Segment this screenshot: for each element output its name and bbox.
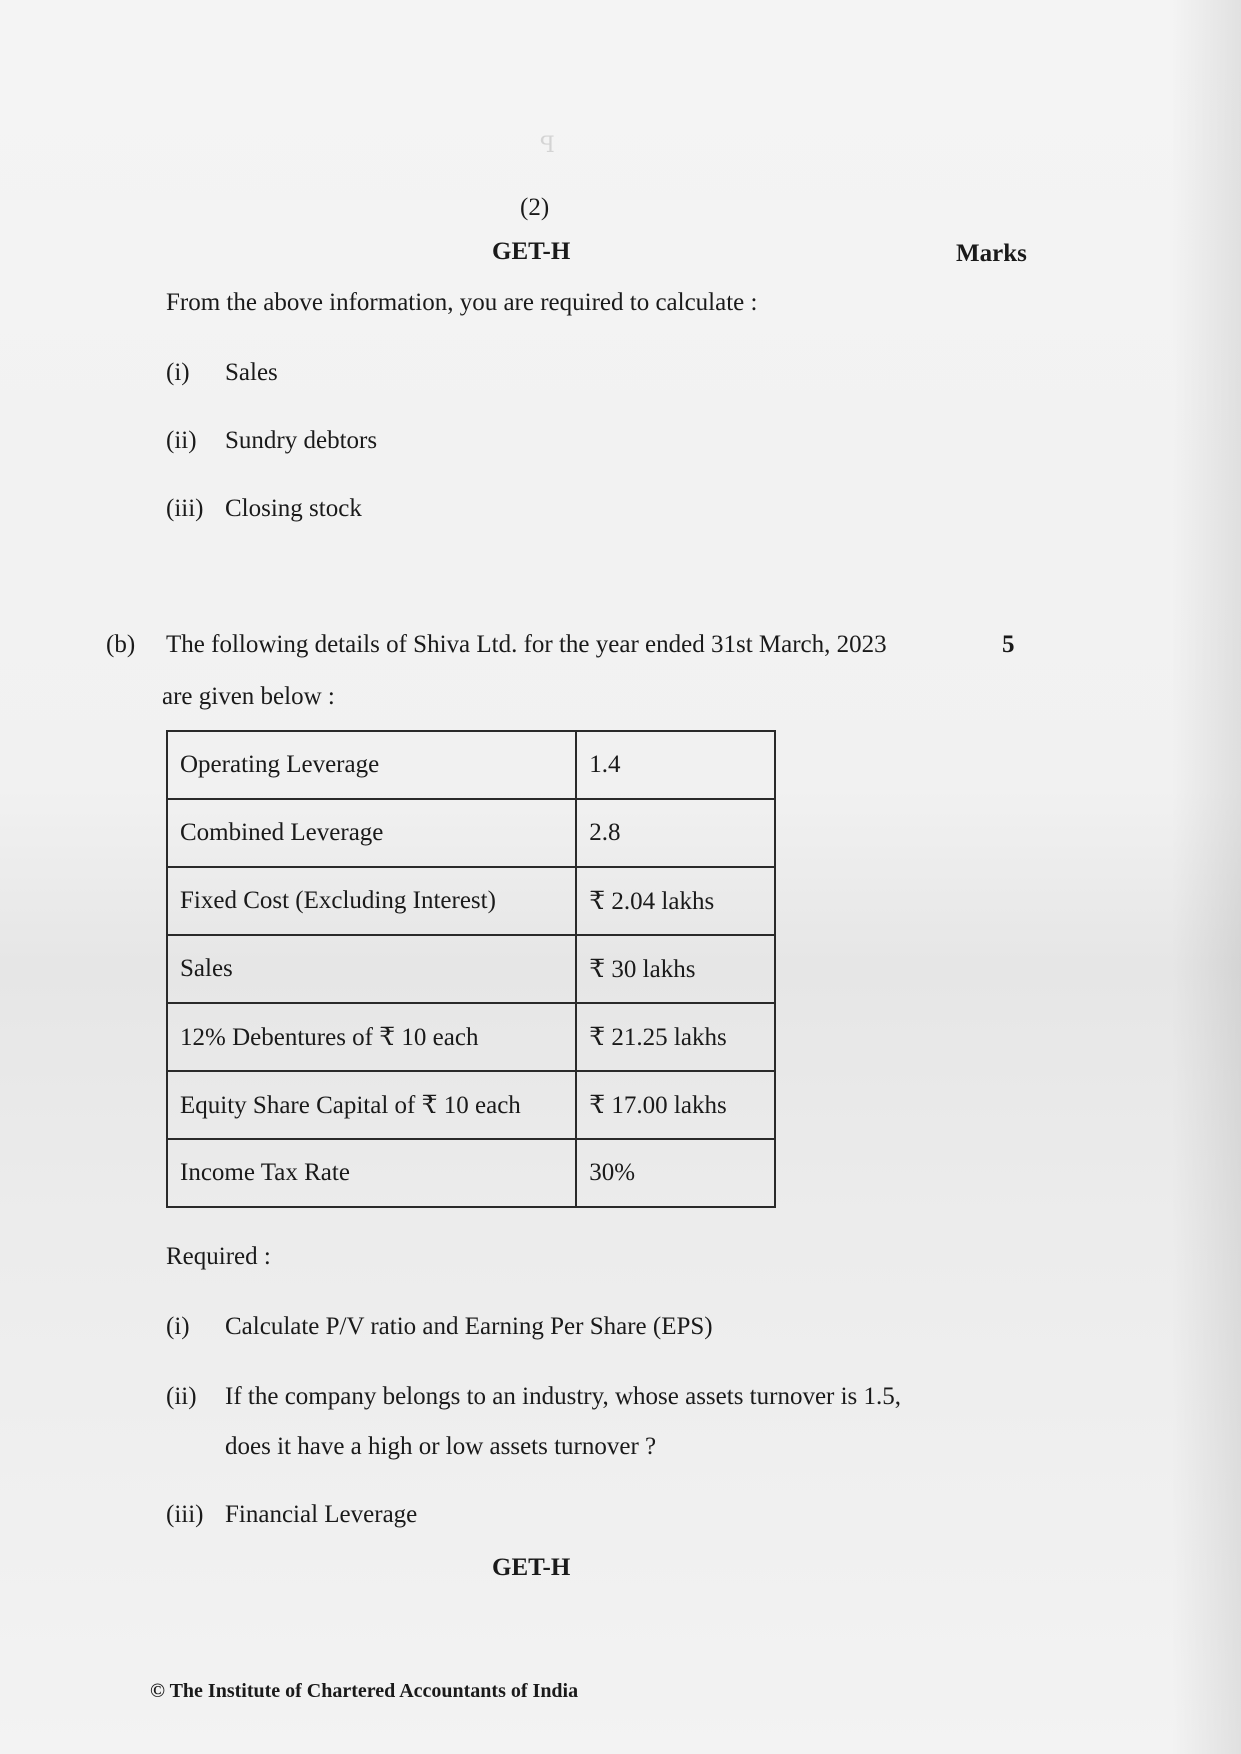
table-row xyxy=(167,1071,775,1139)
required-label: Required : xyxy=(166,1243,271,1270)
table-cell-value: ₹ 2.04 lakhs xyxy=(576,867,775,935)
page-number: (2) xyxy=(520,194,550,221)
part-a-item-num: (iii) xyxy=(166,495,204,522)
part-a-item-num: (ii) xyxy=(166,427,197,454)
table-cell-value: ₹ 17.00 lakhs xyxy=(576,1071,775,1139)
table-cell-label: Income Tax Rate xyxy=(167,1139,576,1207)
question-text-line2: are given below : xyxy=(162,683,335,710)
required-item-num: (iii) xyxy=(166,1501,204,1528)
part-a-item-num: (i) xyxy=(166,359,190,386)
required-item-text-line2: does it have a high or low assets turnover ? xyxy=(225,1433,657,1460)
table-row xyxy=(167,867,775,935)
required-item-text: Financial Leverage xyxy=(225,1501,418,1528)
table-cell-label: Operating Leverage xyxy=(167,731,576,799)
marks-column-label: Marks xyxy=(956,240,1027,267)
table-cell-label: Combined Leverage xyxy=(167,799,576,867)
required-item-text-line1: If the company belongs to an industry, whose assets turnover is 1.5, xyxy=(225,1383,902,1410)
footer-paper-code: GET-H xyxy=(492,1554,571,1581)
table-row xyxy=(167,731,775,799)
table-cell-label: 12% Debentures of ₹ 10 each xyxy=(167,1003,576,1071)
part-a-item-text: Closing stock xyxy=(225,495,362,522)
table-row xyxy=(167,1003,775,1071)
table-cell-value: ₹ 30 lakhs xyxy=(576,935,775,1003)
table-cell-value: ₹ 21.25 lakhs xyxy=(576,1003,775,1071)
question-text-line1: The following details of Shiva Ltd. for the year ended 31st March, 2023 xyxy=(166,631,887,658)
part-a-item-text: Sales xyxy=(225,359,278,386)
table-cell-value: 2.8 xyxy=(576,799,775,867)
required-item-num: (ii) xyxy=(166,1383,197,1410)
details-table xyxy=(166,730,776,1208)
part-a-item-text: Sundry debtors xyxy=(225,427,378,454)
table-cell-label: Sales xyxy=(167,935,576,1003)
table-row xyxy=(167,1139,775,1207)
table-cell-label: Fixed Cost (Excluding Interest) xyxy=(167,867,576,935)
table-cell-value: 1.4 xyxy=(576,731,775,799)
table-row xyxy=(167,935,775,1003)
part-a-intro: From the above information, you are required to calculate : xyxy=(166,289,758,316)
required-item-num: (i) xyxy=(166,1313,190,1340)
copyright-notice: © The Institute of Chartered Accountants of India xyxy=(150,1680,579,1702)
bleed-through-text: ꟼ xyxy=(540,132,555,157)
table-cell-label: Equity Share Capital of ₹ 10 each xyxy=(167,1071,576,1139)
table-cell-value: 30% xyxy=(576,1139,775,1207)
header-paper-code: GET-H xyxy=(492,238,571,265)
required-item-text: Calculate P/V ratio and Earning Per Share (EPS) xyxy=(225,1313,713,1340)
question-marks: 5 xyxy=(1002,631,1015,658)
table-row xyxy=(167,799,775,867)
question-label: (b) xyxy=(106,631,136,658)
